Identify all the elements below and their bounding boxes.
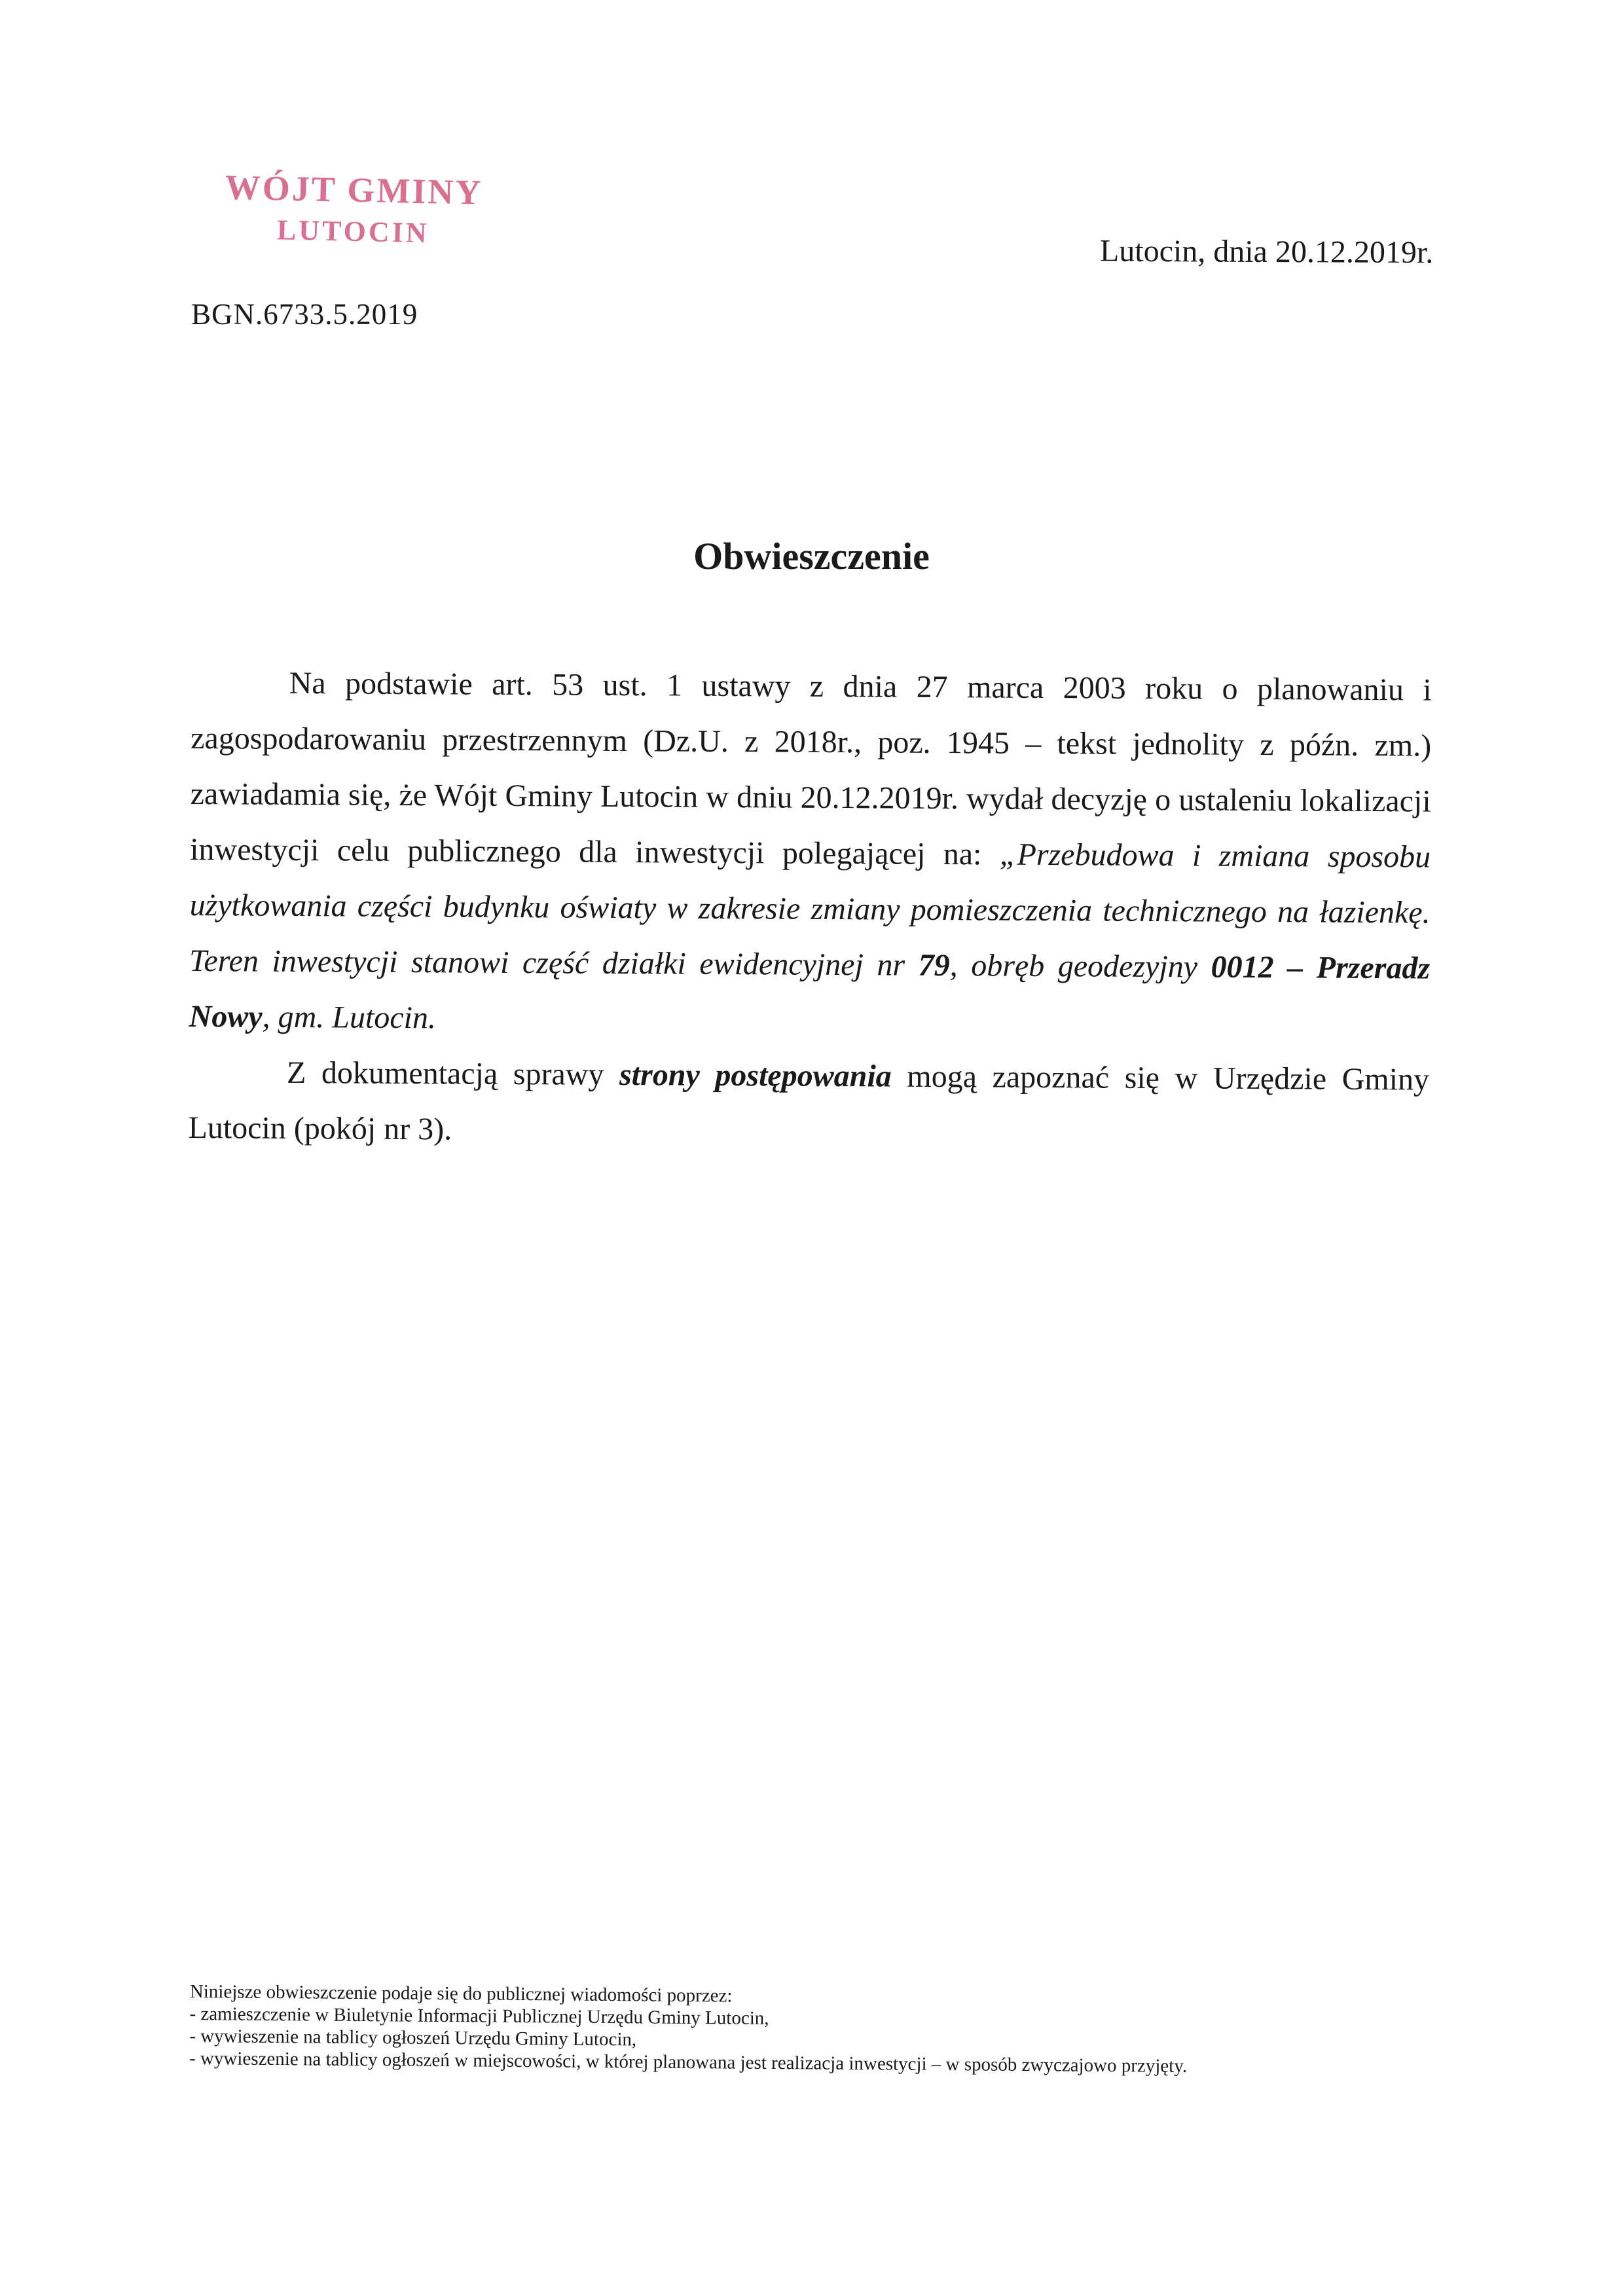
document-date: Lutocin, dnia 20.12.2019r. <box>1099 233 1434 270</box>
precinct-name: 0012 – Przeradz Nowy <box>189 949 1431 1034</box>
paragraph-documentation-rest: mogą zapoznać się w Urzędzie Gminy Lutocin (pokój nr 3). <box>188 1059 1430 1147</box>
paragraph-decision-commune: , gm. Lutocin. <box>262 999 437 1036</box>
parties-phrase: strony postępowania <box>619 1057 892 1094</box>
office-stamp <box>196 164 512 254</box>
document-body <box>188 655 1432 1163</box>
document-title: Obwieszczenie <box>693 535 930 577</box>
publication-notice <box>189 1980 1434 2079</box>
paragraph-decision-intro: Na podstawie art. 53 ust. 1 ustawy z dnia 27 marca 2003 roku o planowaniu i zagospodarowaniu przestrzennym (Dz.U. z 2018r., poz. 1945 – tekst jednolity z późn. zm.) zawiadamia się, że Wójt Gminy Lutocin w dniu 20.12.2019r. wydał decyzję o ustaleniu lokalizacji inwestycji celu publicznego dla inwestycji polegającej na: <box>190 665 1432 872</box>
stamp-line-2: LUTOCIN <box>276 213 430 249</box>
paragraph-decision-precinct-label: , obręb geodezyjny <box>949 948 1211 985</box>
notice-line: Niniejsze obwieszczenie podaje się do publicznej wiadomości poprzez: <box>189 1981 733 2007</box>
paragraph-decision <box>189 655 1432 1052</box>
notice-line: - wywieszenie na tablicy ogłoszeń w miejscowości, w której planowana jest realizacja inwestycji – w sposób zwyczajowo przyjęty. <box>189 2047 1188 2077</box>
paragraph-documentation-intro: Z dokumentacją sprawy <box>286 1055 620 1093</box>
notice-line: - wywieszenie na tablicy ogłoszeń Urzędu Gminy Lutocin, <box>189 2025 637 2050</box>
stamp-line-1: WÓJT GMINY <box>225 167 483 213</box>
case-reference: BGN.6733.5.2019 <box>191 298 418 331</box>
notice-line: - zamieszczenie w Biuletynie Informacji Publicznej Urzędu Gminy Lutocin, <box>189 2003 769 2029</box>
paragraph-documentation <box>188 1044 1429 1163</box>
paragraph-decision-investment: „Przebudowa i zmiana sposobu użytkowania części budynku oświaty w zakresie zmiany pomieszczenia technicznego na łazienkę. Teren inwestycji stanowi część działki ewidencyjnej nr <box>189 837 1431 983</box>
parcel-number: 79 <box>918 947 950 983</box>
